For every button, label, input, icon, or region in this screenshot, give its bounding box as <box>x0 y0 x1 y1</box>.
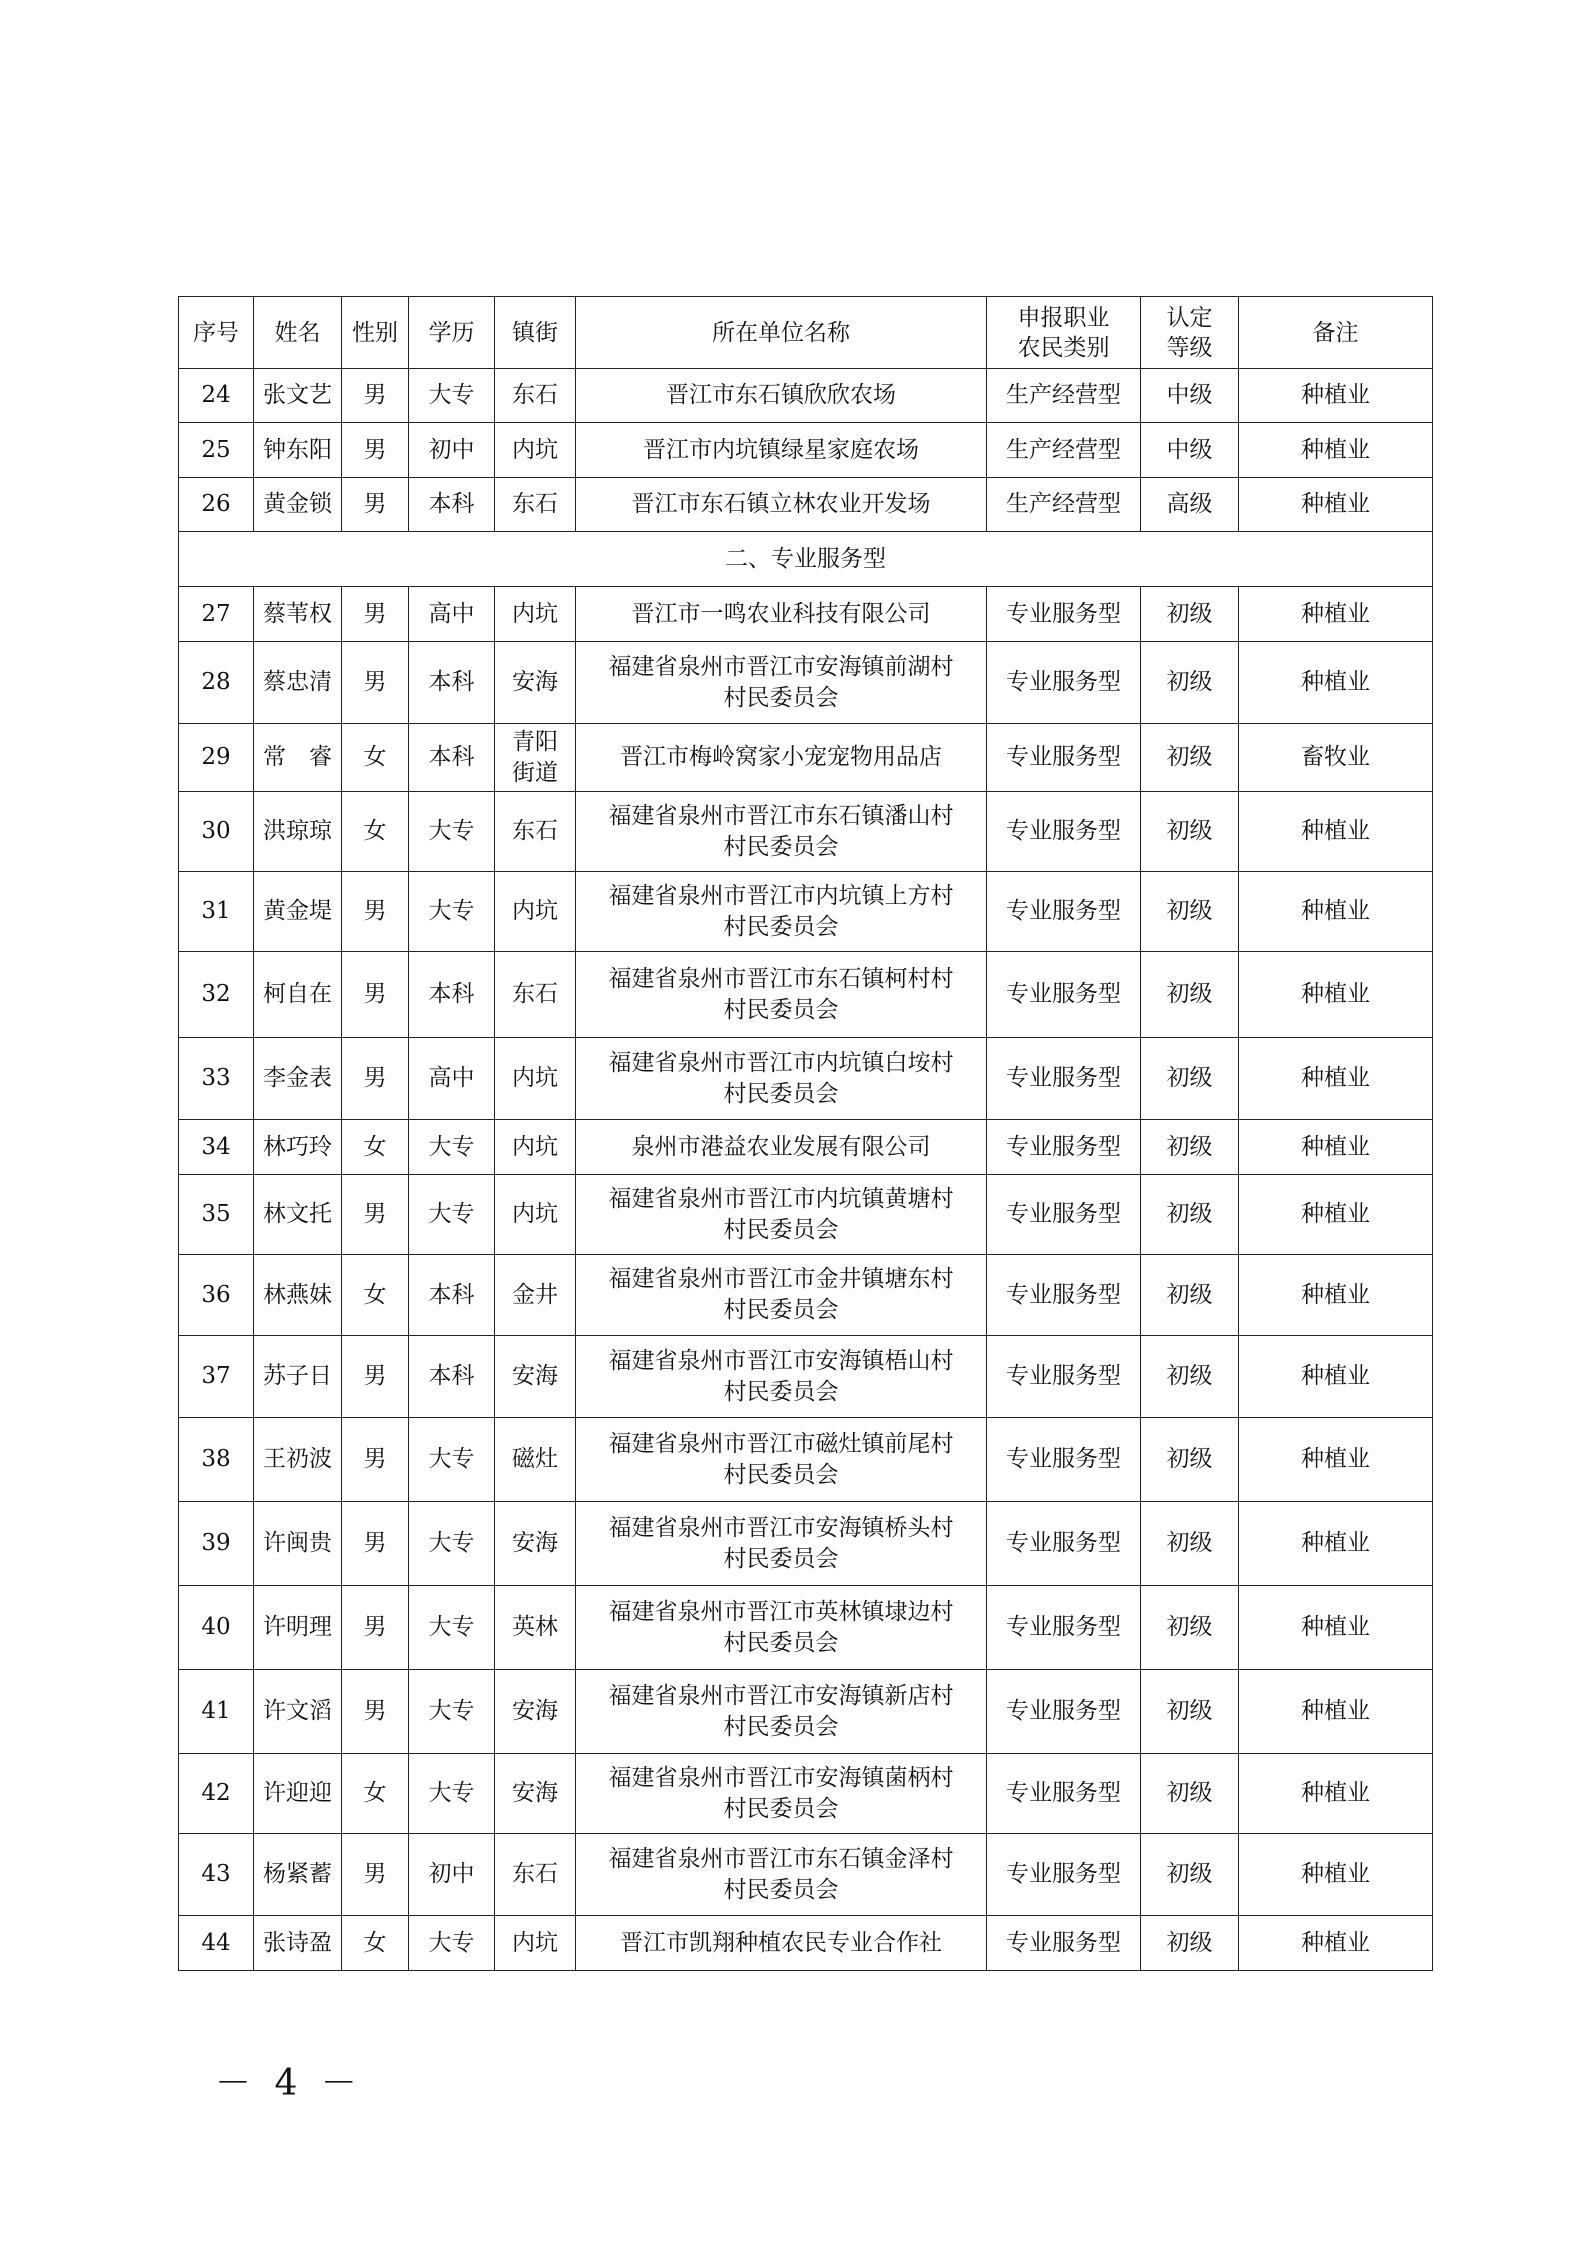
gender: 女 <box>342 1916 409 1971</box>
education: 本科 <box>409 1255 495 1336</box>
farmer-type: 专业服务型 <box>987 1916 1141 1971</box>
person-name: 许文滔 <box>254 1670 342 1754</box>
person-name: 王礽波 <box>254 1418 342 1502</box>
header-unit: 所在单位名称 <box>576 297 987 369</box>
person-name: 钟东阳 <box>254 423 342 478</box>
education: 大专 <box>409 1916 495 1971</box>
education: 大专 <box>409 1754 495 1834</box>
gender: 男 <box>342 872 409 952</box>
page-number: － 4 － <box>215 2063 363 2104</box>
level: 初级 <box>1141 1586 1239 1670</box>
table-row <box>179 1255 1433 1336</box>
level: 初级 <box>1141 587 1239 642</box>
person-name: 许迎迎 <box>254 1754 342 1834</box>
education: 大专 <box>409 1175 495 1255</box>
note: 种植业 <box>1239 1834 1433 1916</box>
note: 种植业 <box>1239 642 1433 724</box>
person-name: 黄金堤 <box>254 872 342 952</box>
row-number: 30 <box>179 792 254 872</box>
education: 高中 <box>409 587 495 642</box>
gender: 男 <box>342 423 409 478</box>
unit-name: 福建省泉州市晋江市安海镇菌柄村 村民委员会 <box>576 1754 987 1834</box>
note: 种植业 <box>1239 1502 1433 1586</box>
row-number: 31 <box>179 872 254 952</box>
header-note: 备注 <box>1239 297 1433 369</box>
gender: 男 <box>342 642 409 724</box>
farmer-type: 专业服务型 <box>987 1670 1141 1754</box>
farmer-type: 专业服务型 <box>987 792 1141 872</box>
header-name: 姓名 <box>254 297 342 369</box>
unit-name: 福建省泉州市晋江市东石镇潘山村 村民委员会 <box>576 792 987 872</box>
unit-name: 福建省泉州市晋江市东石镇金泽村 村民委员会 <box>576 1834 987 1916</box>
row-number: 33 <box>179 1038 254 1120</box>
person-name: 黄金锁 <box>254 478 342 532</box>
note: 种植业 <box>1239 1255 1433 1336</box>
gender: 男 <box>342 1586 409 1670</box>
unit-name: 福建省泉州市晋江市内坑镇白垵村 村民委员会 <box>576 1038 987 1120</box>
level: 初级 <box>1141 1502 1239 1586</box>
education: 本科 <box>409 1336 495 1418</box>
table-row <box>179 642 1433 724</box>
unit-name: 福建省泉州市晋江市安海镇新店村 村民委员会 <box>576 1670 987 1754</box>
level: 初级 <box>1141 872 1239 952</box>
note: 种植业 <box>1239 423 1433 478</box>
row-number: 43 <box>179 1834 254 1916</box>
person-name: 洪琼琼 <box>254 792 342 872</box>
header-gender: 性别 <box>342 297 409 369</box>
education: 本科 <box>409 952 495 1038</box>
gender: 男 <box>342 1418 409 1502</box>
person-name: 林巧玲 <box>254 1120 342 1175</box>
farmer-type: 生产经营型 <box>987 423 1141 478</box>
table-row <box>179 369 1433 423</box>
row-number: 38 <box>179 1418 254 1502</box>
town: 安海 <box>495 1502 576 1586</box>
education: 初中 <box>409 1834 495 1916</box>
town: 内坑 <box>495 1916 576 1971</box>
level: 初级 <box>1141 1175 1239 1255</box>
education: 大专 <box>409 1670 495 1754</box>
level: 初级 <box>1141 1120 1239 1175</box>
level: 中级 <box>1141 423 1239 478</box>
level: 初级 <box>1141 642 1239 724</box>
education: 高中 <box>409 1038 495 1120</box>
gender: 女 <box>342 724 409 792</box>
table-header-row <box>179 297 1433 369</box>
unit-name: 晋江市一鸣农业科技有限公司 <box>576 587 987 642</box>
town: 安海 <box>495 642 576 724</box>
row-number: 44 <box>179 1916 254 1971</box>
level: 初级 <box>1141 1754 1239 1834</box>
unit-name: 泉州市港益农业发展有限公司 <box>576 1120 987 1175</box>
person-name: 柯自在 <box>254 952 342 1038</box>
level: 初级 <box>1141 1255 1239 1336</box>
gender: 男 <box>342 1502 409 1586</box>
unit-name: 晋江市内坑镇绿星家庭农场 <box>576 423 987 478</box>
education: 初中 <box>409 423 495 478</box>
table-row <box>179 1418 1433 1502</box>
farmer-type: 专业服务型 <box>987 1754 1141 1834</box>
town: 内坑 <box>495 1120 576 1175</box>
education: 大专 <box>409 1502 495 1586</box>
gender: 男 <box>342 478 409 532</box>
education: 大专 <box>409 792 495 872</box>
table-row <box>179 792 1433 872</box>
header-farmer-type: 申报职业 农民类别 <box>987 297 1141 369</box>
unit-name: 晋江市梅岭窝家小宠宠物用品店 <box>576 724 987 792</box>
farmer-type: 专业服务型 <box>987 642 1141 724</box>
table-row <box>179 952 1433 1038</box>
note: 种植业 <box>1239 369 1433 423</box>
note: 种植业 <box>1239 1916 1433 1971</box>
person-name: 林燕妹 <box>254 1255 342 1336</box>
town: 磁灶 <box>495 1418 576 1502</box>
unit-name: 福建省泉州市晋江市内坑镇上方村 村民委员会 <box>576 872 987 952</box>
row-number: 40 <box>179 1586 254 1670</box>
table-row <box>179 1916 1433 1971</box>
level: 初级 <box>1141 1336 1239 1418</box>
row-number: 42 <box>179 1754 254 1834</box>
person-name: 李金表 <box>254 1038 342 1120</box>
gender: 男 <box>342 952 409 1038</box>
note: 种植业 <box>1239 952 1433 1038</box>
row-number: 35 <box>179 1175 254 1255</box>
town: 东石 <box>495 478 576 532</box>
education: 大专 <box>409 1120 495 1175</box>
row-number: 27 <box>179 587 254 642</box>
note: 种植业 <box>1239 1175 1433 1255</box>
education: 大专 <box>409 1418 495 1502</box>
level: 初级 <box>1141 1916 1239 1971</box>
table-row <box>179 1834 1433 1916</box>
education: 本科 <box>409 642 495 724</box>
farmer-type: 专业服务型 <box>987 952 1141 1038</box>
level: 中级 <box>1141 369 1239 423</box>
education: 本科 <box>409 478 495 532</box>
row-number: 41 <box>179 1670 254 1754</box>
gender: 女 <box>342 1754 409 1834</box>
town: 内坑 <box>495 423 576 478</box>
town: 安海 <box>495 1336 576 1418</box>
person-name: 杨紧蓄 <box>254 1834 342 1916</box>
unit-name: 福建省泉州市晋江市东石镇柯村村 村民委员会 <box>576 952 987 1038</box>
education: 本科 <box>409 724 495 792</box>
note: 种植业 <box>1239 1038 1433 1120</box>
farmer-type: 专业服务型 <box>987 1175 1141 1255</box>
note: 种植业 <box>1239 1586 1433 1670</box>
section-title: 二、专业服务型 <box>179 532 1433 587</box>
farmer-roster-table <box>178 296 1433 1971</box>
town: 内坑 <box>495 1038 576 1120</box>
gender: 男 <box>342 369 409 423</box>
town: 内坑 <box>495 587 576 642</box>
person-name: 许明理 <box>254 1586 342 1670</box>
farmer-type: 生产经营型 <box>987 369 1141 423</box>
row-number: 29 <box>179 724 254 792</box>
town: 英林 <box>495 1586 576 1670</box>
farmer-type: 专业服务型 <box>987 872 1141 952</box>
farmer-type: 专业服务型 <box>987 1038 1141 1120</box>
note: 种植业 <box>1239 792 1433 872</box>
person-name: 张文艺 <box>254 369 342 423</box>
education: 大专 <box>409 872 495 952</box>
gender: 男 <box>342 1175 409 1255</box>
gender: 女 <box>342 1255 409 1336</box>
level: 初级 <box>1141 1670 1239 1754</box>
gender: 男 <box>342 1670 409 1754</box>
farmer-type: 专业服务型 <box>987 1502 1141 1586</box>
gender: 男 <box>342 1834 409 1916</box>
row-number: 39 <box>179 1502 254 1586</box>
table-row <box>179 1120 1433 1175</box>
unit-name: 福建省泉州市晋江市磁灶镇前尾村 村民委员会 <box>576 1418 987 1502</box>
note: 种植业 <box>1239 1336 1433 1418</box>
row-number: 24 <box>179 369 254 423</box>
table-row <box>179 1336 1433 1418</box>
person-name: 蔡忠清 <box>254 642 342 724</box>
gender: 女 <box>342 792 409 872</box>
row-number: 37 <box>179 1336 254 1418</box>
unit-name: 晋江市东石镇立林农业开发场 <box>576 478 987 532</box>
gender: 女 <box>342 1120 409 1175</box>
town: 内坑 <box>495 872 576 952</box>
farmer-type: 专业服务型 <box>987 724 1141 792</box>
row-number: 28 <box>179 642 254 724</box>
town: 东石 <box>495 792 576 872</box>
farmer-type: 专业服务型 <box>987 1834 1141 1916</box>
town: 东石 <box>495 1834 576 1916</box>
level: 初级 <box>1141 952 1239 1038</box>
row-number: 36 <box>179 1255 254 1336</box>
level: 初级 <box>1141 1038 1239 1120</box>
town: 内坑 <box>495 1175 576 1255</box>
level: 初级 <box>1141 792 1239 872</box>
table-row <box>179 1670 1433 1754</box>
town: 金井 <box>495 1255 576 1336</box>
person-name: 林文托 <box>254 1175 342 1255</box>
section-row <box>179 532 1433 587</box>
row-number: 25 <box>179 423 254 478</box>
unit-name: 福建省泉州市晋江市金井镇塘东村 村民委员会 <box>576 1255 987 1336</box>
farmer-type: 专业服务型 <box>987 1418 1141 1502</box>
education: 大专 <box>409 369 495 423</box>
level: 初级 <box>1141 724 1239 792</box>
farmer-type: 专业服务型 <box>987 1120 1141 1175</box>
table-row <box>179 1586 1433 1670</box>
header-level: 认定 等级 <box>1141 297 1239 369</box>
person-name: 许闽贵 <box>254 1502 342 1586</box>
education: 大专 <box>409 1586 495 1670</box>
gender: 男 <box>342 1336 409 1418</box>
level: 高级 <box>1141 478 1239 532</box>
unit-name: 福建省泉州市晋江市英林镇埭边村 村民委员会 <box>576 1586 987 1670</box>
unit-name: 晋江市东石镇欣欣农场 <box>576 369 987 423</box>
table-row <box>179 1754 1433 1834</box>
town: 东石 <box>495 952 576 1038</box>
person-name: 张诗盈 <box>254 1916 342 1971</box>
note: 种植业 <box>1239 872 1433 952</box>
note: 种植业 <box>1239 1754 1433 1834</box>
table-body <box>179 369 1433 1971</box>
table-row <box>179 478 1433 532</box>
farmer-type: 专业服务型 <box>987 587 1141 642</box>
person-name: 苏子日 <box>254 1336 342 1418</box>
town: 东石 <box>495 369 576 423</box>
town: 安海 <box>495 1670 576 1754</box>
table-row <box>179 423 1433 478</box>
level: 初级 <box>1141 1418 1239 1502</box>
header-education: 学历 <box>409 297 495 369</box>
note: 种植业 <box>1239 1120 1433 1175</box>
table-row <box>179 1038 1433 1120</box>
unit-name: 晋江市凯翔种植农民专业合作社 <box>576 1916 987 1971</box>
gender: 男 <box>342 587 409 642</box>
table-row <box>179 587 1433 642</box>
person-name: 常 睿 <box>254 724 342 792</box>
farmer-type: 专业服务型 <box>987 1586 1141 1670</box>
row-number: 26 <box>179 478 254 532</box>
row-number: 32 <box>179 952 254 1038</box>
town: 安海 <box>495 1754 576 1834</box>
header-no: 序号 <box>179 297 254 369</box>
town: 青阳 街道 <box>495 724 576 792</box>
row-number: 34 <box>179 1120 254 1175</box>
note: 种植业 <box>1239 1670 1433 1754</box>
unit-name: 福建省泉州市晋江市内坑镇黄塘村 村民委员会 <box>576 1175 987 1255</box>
farmer-type: 专业服务型 <box>987 1336 1141 1418</box>
table-row <box>179 724 1433 792</box>
unit-name: 福建省泉州市晋江市安海镇桥头村 村民委员会 <box>576 1502 987 1586</box>
level: 初级 <box>1141 1834 1239 1916</box>
farmer-type: 专业服务型 <box>987 1255 1141 1336</box>
person-name: 蔡苇权 <box>254 587 342 642</box>
farmer-type: 生产经营型 <box>987 478 1141 532</box>
header-town: 镇街 <box>495 297 576 369</box>
unit-name: 福建省泉州市晋江市安海镇梧山村 村民委员会 <box>576 1336 987 1418</box>
note: 种植业 <box>1239 478 1433 532</box>
note: 种植业 <box>1239 1418 1433 1502</box>
note: 畜牧业 <box>1239 724 1433 792</box>
table-row <box>179 1175 1433 1255</box>
note: 种植业 <box>1239 587 1433 642</box>
unit-name: 福建省泉州市晋江市安海镇前湖村 村民委员会 <box>576 642 987 724</box>
gender: 男 <box>342 1038 409 1120</box>
table-row <box>179 872 1433 952</box>
table-row <box>179 1502 1433 1586</box>
